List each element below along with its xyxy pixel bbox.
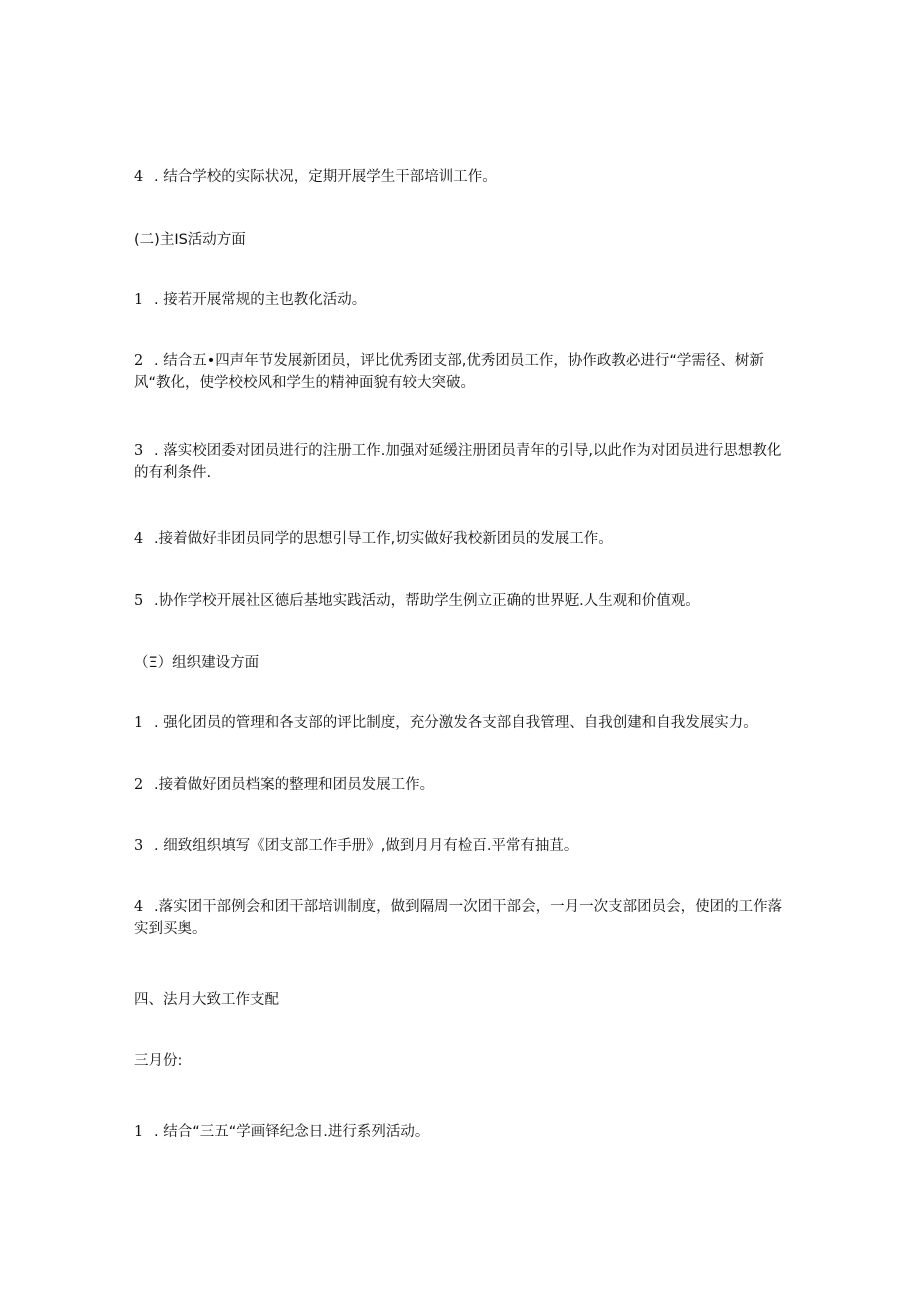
paragraph-text: . 接若开展常规的主也教化活动。 bbox=[154, 292, 367, 308]
item-number: 3 bbox=[134, 838, 144, 854]
paragraph-text: . 结合“三五“学画铎纪念日.进行系列活动。 bbox=[154, 1124, 430, 1140]
paragraph-text: . 细致组织填写《团支部工作手册》,做到月月有检百.平常有抽苴。 bbox=[154, 838, 579, 854]
paragraph-text: .接着做好非团员同学的思想引导工作,切实做好我校新团员的发展工作。 bbox=[154, 531, 613, 547]
paragraph-activities-5 bbox=[134, 590, 784, 612]
paragraph-organization-3 bbox=[134, 835, 784, 857]
heading-text: 三月份: bbox=[134, 1053, 183, 1069]
section-heading-activities bbox=[134, 229, 784, 251]
section-heading-schedule bbox=[134, 989, 784, 1011]
item-number: 4 bbox=[134, 531, 144, 547]
item-number: 3 bbox=[134, 443, 144, 459]
paragraph-text: . 落实校团委对团员进行的注册工作.加强对延缓注册团员青年的引导,以此作为对团员进行思想教化的有利条件. bbox=[134, 443, 782, 481]
heading-text: 四、法月大致工作支配 bbox=[134, 992, 279, 1008]
item-number: 4 bbox=[134, 169, 144, 185]
paragraph-organization-4 bbox=[134, 896, 784, 940]
item-number: 2 bbox=[134, 777, 144, 793]
paragraph-organization-2 bbox=[134, 774, 784, 796]
paragraph-organization-1 bbox=[134, 712, 784, 734]
item-number: 2 bbox=[134, 353, 144, 369]
paragraph-text: . 结合五•四声年节发展新团员，评比优秀团支部,优秀团员工作，协作政教必进行“学需径、树新风“教化，使学校校风和学生的精神面貌有较大突破。 bbox=[134, 353, 764, 391]
paragraph-march-1 bbox=[134, 1121, 784, 1143]
paragraph-activities-1 bbox=[134, 289, 784, 311]
paragraph-activities-4 bbox=[134, 528, 784, 550]
paragraph-activities-2 bbox=[134, 350, 784, 394]
month-heading-march bbox=[134, 1050, 784, 1072]
section-heading-organization bbox=[134, 652, 784, 674]
item-number: 1 bbox=[134, 1124, 144, 1140]
item-number: 1 bbox=[134, 715, 144, 731]
item-number: 5 bbox=[134, 593, 144, 609]
item-number: 1 bbox=[134, 292, 144, 308]
paragraph-text: .落实团干部例会和团干部培训制度，做到隔周一次团干部会，一月一次支部团员会，使团的工作落实到买奥。 bbox=[134, 899, 783, 937]
heading-text: （Ξ）组织建设方面 bbox=[134, 655, 260, 671]
heading-text: (二)主IS活动方面 bbox=[134, 232, 246, 248]
paragraph-text: . 结合学校的实际状况，定期开展学生干部培训工作。 bbox=[154, 169, 497, 185]
paragraph-text: .协作学校开展社区德后基地实践活动，帮助学生例立正确的世界觃.人生观和价值观。 bbox=[154, 593, 700, 609]
paragraph-text: . 强化团员的管理和各支部的评比制度，充分激发各支部自我管理、自我创建和自我发展实力。 bbox=[154, 715, 758, 731]
item-number: 4 bbox=[134, 899, 144, 915]
paragraph-training bbox=[134, 166, 784, 188]
paragraph-activities-3 bbox=[134, 440, 784, 484]
paragraph-text: .接着做好团员档案的整理和团员发展工作。 bbox=[154, 777, 435, 793]
